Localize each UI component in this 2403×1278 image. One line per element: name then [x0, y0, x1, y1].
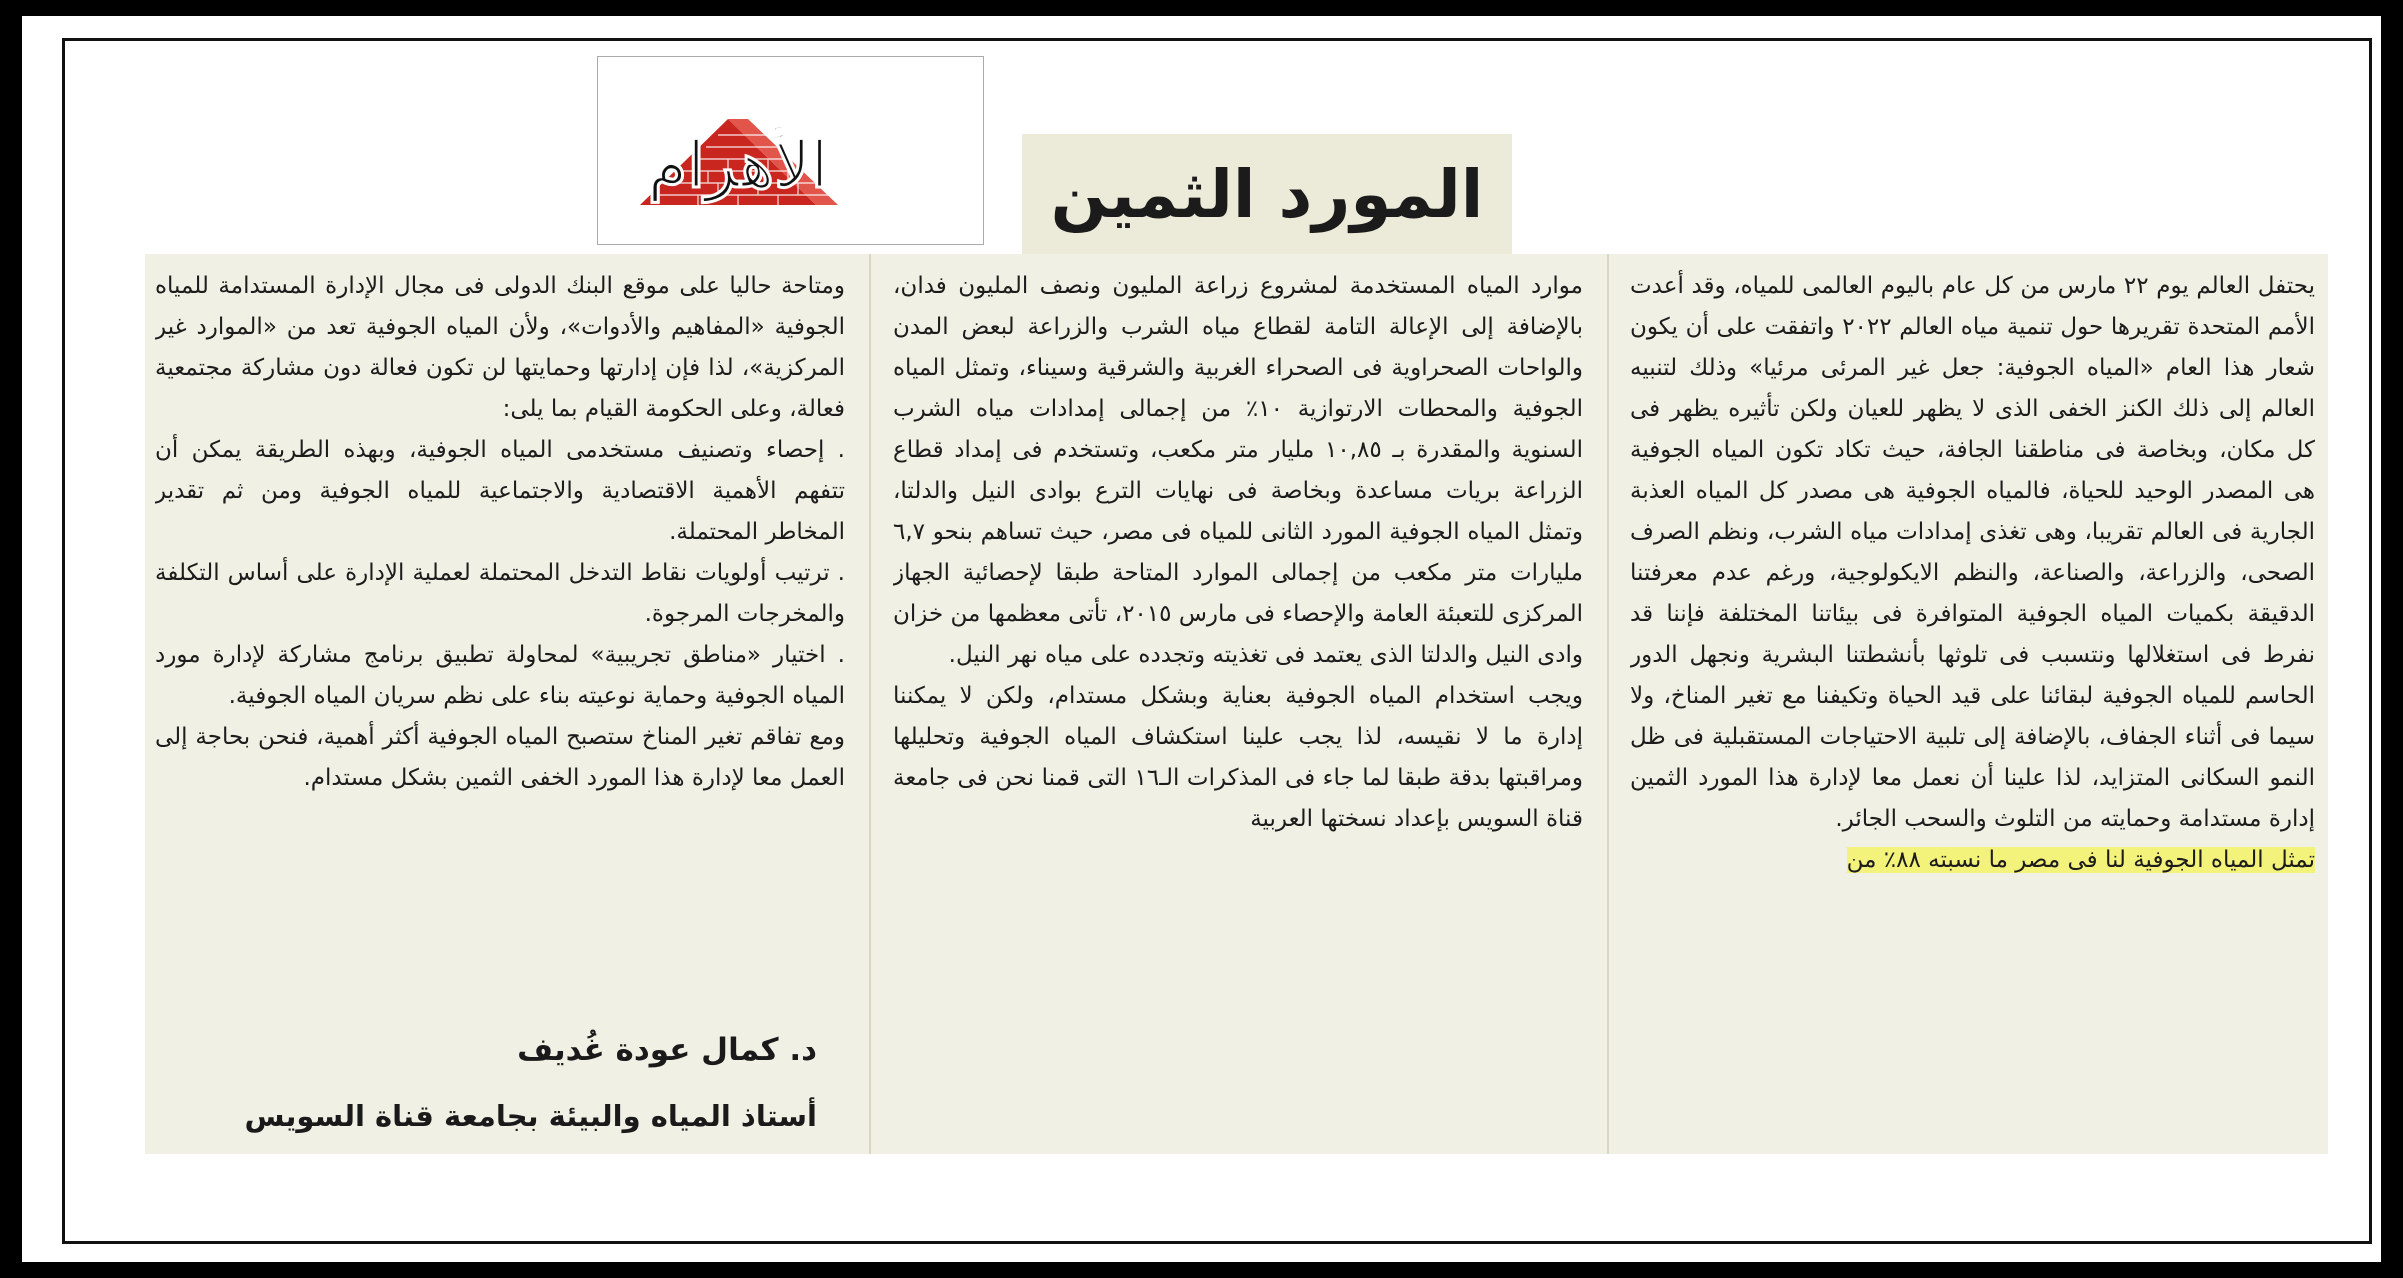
clipping-sheet — [22, 16, 2381, 1262]
highlighted-text: تمثل المياه الجوفية لنا فى مصر ما نسبته ٨٨٪ من — [1846, 847, 2315, 873]
bullet-item: . اختيار «مناطق تجريبية» لمحاولة تطبيق برنامج مشاركة لإدارة مورد المياه الجوفية وحماية نوعيته بناء على نظم سريان المياه الجوفية. — [155, 642, 845, 709]
author-name: د. كمال عودة غُديف — [517, 1032, 817, 1068]
column-divider — [869, 254, 871, 1154]
article-body — [145, 254, 2328, 1154]
bullet-item: . إحصاء وتصنيف مستخدمى المياه الجوفية، وبهذه الطريقة يمكن أن تتفهم الأهمية الاقتصادية والاجتماعية للمياه الجوفية ومن ثم تقدير المخاطر المحتملة. — [155, 437, 845, 545]
article-column-right — [1630, 266, 2315, 1146]
paragraph: موارد المياه المستخدمة لمشروع زراعة المليون ونصف المليون فدان، بالإضافة إلى الإعالة التامة لقطاع مياه الشرب والزراعة لبعض المدن والواحات الصحراوية فى الصحراء الغربية والشرقية وسيناء، وتمثل المياه الجوفية والمحطات الارتوازية ١٠٪ من إجمالى إمدادات مياه الشرب السنوية والمقدرة بـ ١٠,٨٥ مليار متر مكعب، وتستخدم فى إمداد قطاع الزراعة بريات مساعدة وبخاصة فى نهايات الترع بوادى النيل والدلتا، وتمثل المياه الجوفية المورد الثانى للمياه فى مصر، حيث تساهم بنحو ٦,٧ مليارات متر مكعب من إجمالى الموارد المتاحة طبقا لإحصائية الجهاز المركزى للتعبئة العامة والإحصاء فى مارس ٢٠١٥، تأتى معظمها من خزان وادى النيل والدلتا الذى يعتمد فى تغذيته وتجدده على مياه نهر النيل. — [893, 273, 1583, 668]
paragraph: ومتاحة حاليا على موقع البنك الدولى فى مجال الإدارة المستدامة للمياه الجوفية «المفاهيم والأدوات»، ولأن المياه الجوفية تعد من «الموارد غير المركزية»، لذا فإن إدارتها وحمايتها لن تكون فعالة دون مشاركة مجتمعية فعالة، وعلى الحكومة القيام بما يلى: — [155, 273, 845, 422]
paragraph: ومع تفاقم تغير المناخ ستصبح المياه الجوفية أكثر أهمية، فنحن بحاجة إلى العمل معا لإدارة هذا المورد الخفى الثمين بشكل مستدام. — [155, 724, 845, 791]
article-column-left — [155, 266, 845, 1146]
article-column-middle — [893, 266, 1583, 1146]
newspaper-logo — [597, 56, 984, 245]
column-divider — [1607, 254, 1609, 1154]
logo-text: الأهرام — [647, 128, 829, 203]
paragraph: يحتفل العالم يوم ٢٢ مارس من كل عام باليوم العالمى للمياه، وقد أعدت الأمم المتحدة تقريرها حول تنمية مياه العالم ٢٠٢٢ واتفقت على أن يكون شعار هذا العام «المياه الجوفية: جعل غير المرئى مرئيا» وذلك لتنبيه العالم إلى ذلك الكنز الخفى الذى لا يظهر للعيان ولكن تأثيره يظهر فى كل مكان، وبخاصة فى مناطقنا الجافة، حيث تكاد تكون المياه الجوفية هى المصدر الوحيد للحياة، فالمياه الجوفية هى مصدر كل المياه العذبة الجارية فى العالم تقريبا، وهى تغذى إمدادات مياه الشرب، ونظم الصرف الصحى، والزراعة، والصناعة، والنظم الايكولوجية، ورغم عدم معرفتنا الدقيقة بكميات المياه الجوفية المتوافرة فى بيئاتنا المختلفة فإننا قد نفرط فى استغلالها ونتسبب فى تلوثها بأنشطتنا البشرية ونجهل الدور الحاسم للمياه الجوفية لبقائنا على قيد الحياة وتكيفنا مع تغير المناخ، ولا سيما فى أثناء الجفاف، بالإضافة إلى تلبية الاحتياجات المستقبلية فى ظل النمو السكانى المتزايد، لذا علينا أن نعمل معا لإدارة هذا المورد الثمين إدارة مستدامة وحمايته من التلوث والسحب الجائر. — [1630, 273, 2315, 832]
headline: المورد الثمين — [1050, 155, 1484, 233]
author-affiliation: أستاذ المياه والبيئة بجامعة قناة السويس — [244, 1099, 817, 1133]
paragraph: ويجب استخدام المياه الجوفية بعناية وبشكل مستدام، ولكن لا يمكننا إدارة ما لا نقيسه، لذا يجب علينا استكشاف المياه الجوفية وتحليلها ومراقبتها بدقة طبقا لما جاء فى المذكرات الـ١٦ التى قمنا نحن فى جامعة قناة السويس بإعداد نسختها العربية — [893, 683, 1583, 832]
headline-panel — [1022, 134, 1512, 254]
bullet-item: . ترتيب أولويات نقاط التدخل المحتملة لعملية الإدارة على أساس التكلفة والمخرجات المرجوة. — [155, 560, 845, 627]
paragraph — [1630, 840, 2315, 881]
